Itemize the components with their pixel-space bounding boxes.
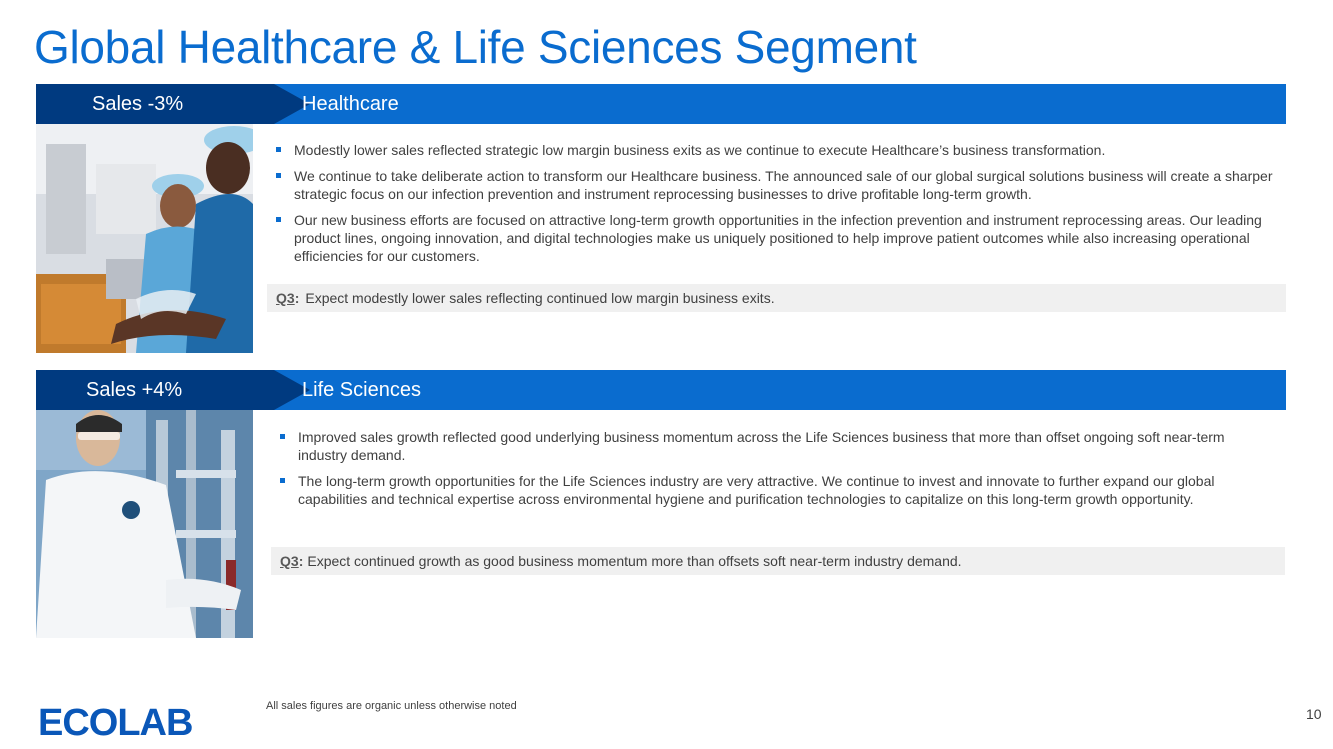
bullet-text: Improved sales growth reflected good underlying business momentum across the Life Sciences business that more than offset ongoing soft near-term industry demand. xyxy=(298,429,1225,463)
bullet-icon xyxy=(276,217,281,222)
list-item xyxy=(280,428,1260,464)
healthcare-section-title: Healthcare xyxy=(302,92,399,115)
logo-text: ECOLAB xyxy=(38,702,193,742)
list-item xyxy=(276,167,1276,203)
bullet-text: Modestly lower sales reflected strategic low margin business exits as we continue to execute Healthcare’s business transformation. xyxy=(294,142,1106,158)
list-item xyxy=(276,211,1276,265)
outlook-colon: : xyxy=(298,553,304,569)
healthcare-sales-tag: Sales -3% xyxy=(36,84,274,124)
healthcare-photo xyxy=(36,124,253,353)
outlook-label: Q3 xyxy=(276,290,295,306)
bullet-text: The long-term growth opportunities for the Life Sciences industry are very attractive. We continue to invest and innovate to further expand our global capabilities and technical expertise across environmental hygiene and purification technologies to capitalize on this long-term growth opportunity. xyxy=(298,473,1215,507)
life-sciences-bullet-list xyxy=(280,428,1260,516)
page-number: 10 xyxy=(1306,706,1322,722)
healthcare-bullet-list xyxy=(276,141,1276,273)
outlook-label: Q3 xyxy=(280,553,299,569)
healthcare-outlook xyxy=(267,284,1286,312)
bullet-icon xyxy=(280,478,285,483)
outlook-text: Expect continued growth as good business momentum more than offsets soft near-term industry demand. xyxy=(307,553,962,569)
bullet-text: Our new business efforts are focused on attractive long-term growth opportunities in the infection prevention and instrument reprocessing areas. Our leading product lines, ongoing innovation, and digital technologies make us uniquely positioned to help improve patient outcomes while also increasing operational efficiencies for our customers. xyxy=(294,212,1262,264)
life-sciences-sales-tag: Sales +4% xyxy=(36,370,274,410)
life-sciences-section xyxy=(36,370,1286,638)
bullet-icon xyxy=(276,173,281,178)
bullet-icon xyxy=(276,147,281,152)
outlook-colon: : xyxy=(294,290,300,306)
life-sciences-outlook xyxy=(271,547,1285,575)
bullet-icon xyxy=(280,434,285,439)
outlook-text: Expect modestly lower sales reflecting continued low margin business exits. xyxy=(305,290,775,306)
ecolab-logo xyxy=(38,700,216,742)
bullet-text: We continue to take deliberate action to transform our Healthcare business. The announced sale of our global surgical solutions business will create a sharper strategic focus on our infection prevention and instrument reprocessing businesses to drive profitable long-term growth. xyxy=(294,168,1273,202)
footnote: All sales figures are organic unless otherwise noted xyxy=(266,700,517,712)
list-item xyxy=(280,472,1260,508)
life-sciences-photo xyxy=(36,410,253,638)
life-sciences-section-title: Life Sciences xyxy=(302,378,421,401)
healthcare-section xyxy=(36,84,1286,354)
page-title: Global Healthcare & Life Sciences Segment xyxy=(34,21,917,73)
list-item xyxy=(276,141,1276,159)
